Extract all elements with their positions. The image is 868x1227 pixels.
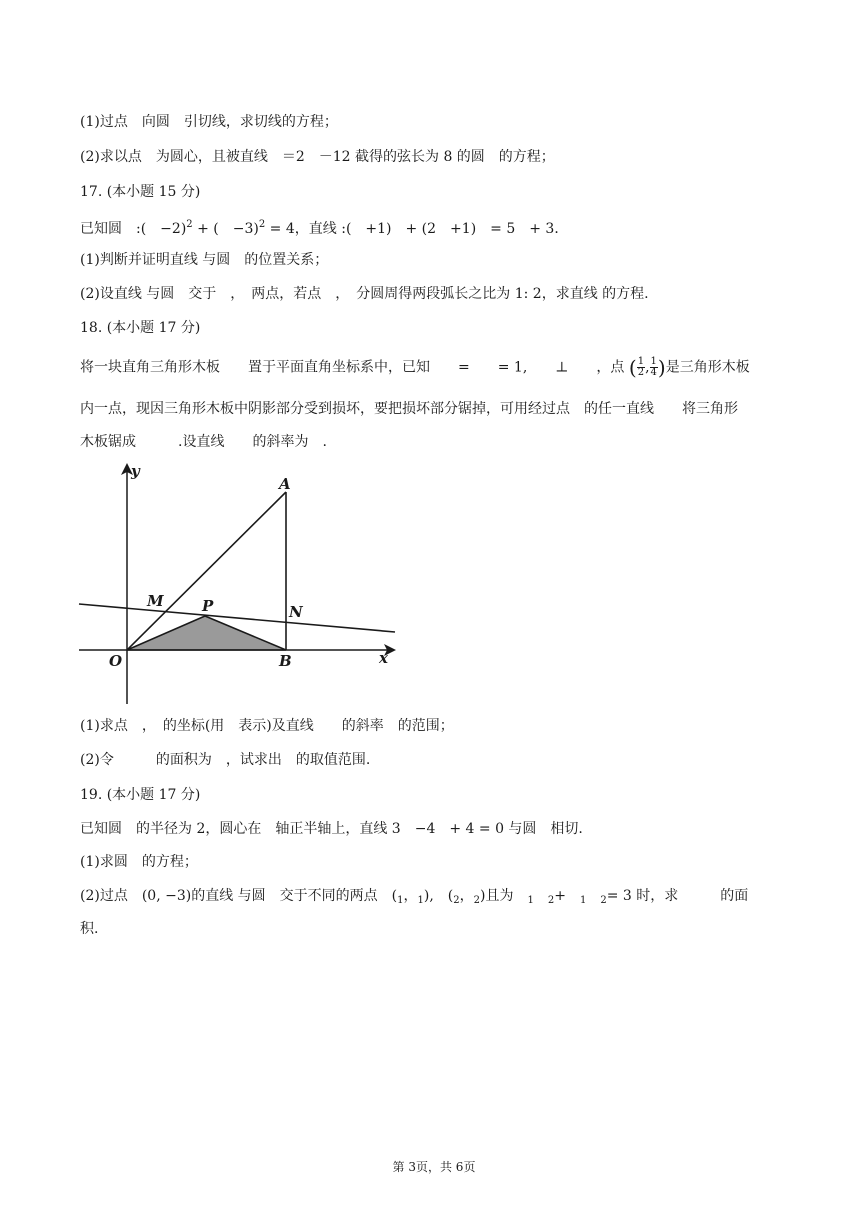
frac-num: 1 <box>650 356 657 367</box>
q18-part2: (2)令 的面积为 ，试求出 的取值范围. <box>80 752 371 768</box>
q18-line1-a: 将一块直角三角形木板 置于平面直角坐标系中，已知 = = 1, ⊥ ，点 <box>80 359 625 376</box>
q19-part2: (2)过点 (0, −3)的直线 与圆 交于不同的两点 ($_1$，$_1$), ($_2$，$_2$)且为 $_1$ $_2$+ $_1$ $_2$= 3 时，求 的面 <box>80 888 749 906</box>
q18-part1: (1)求点 ， 的坐标(用 表示)及直线 的斜率 的范围； <box>80 718 454 734</box>
q16-part2: (2)求以点 为圆心，且被直线 ＝2 －12 截得的弦长为 8 的圆 的方程； <box>80 149 555 165</box>
subscript: 2 <box>473 895 480 906</box>
triangle-figure <box>75 458 400 708</box>
page-footer: 第 3页，共 6页 <box>392 1160 476 1174</box>
q17-part1: (1)判断并证明直线 与圆 的位置关系； <box>80 252 329 268</box>
q17-header: 17. (本小题 15 分) <box>80 184 201 200</box>
q17-stem-a: 已知圆 :( −2) <box>80 221 187 237</box>
fraction-quarter <box>650 357 658 378</box>
frac-num: 1 <box>637 356 645 367</box>
q17-stem-c: = 4，直线 :( +1) + (2 +1) = 5 + 3． <box>265 221 569 237</box>
label-x: x <box>379 649 388 667</box>
q18-line2: 内一点，现因三角形木板中阴影部分受到损坏，要把损坏部分锯掉，可用经过点 的任一直线 将三角形 <box>80 401 738 417</box>
q18-header: 18. (本小题 17 分) <box>80 320 201 336</box>
q16-part1: (1)过点 向圆 引切线，求切线的方程； <box>80 114 338 130</box>
subscript: 2 <box>600 895 607 906</box>
label-B: B <box>279 652 292 670</box>
q19-part2-a: (2)过点 (0, −3)的直线 与圆 交于不同的两点 ( <box>80 888 398 904</box>
label-A: A <box>279 475 291 493</box>
q17-sup1: 2 <box>186 219 193 230</box>
shaded-region <box>127 616 286 650</box>
q19-part2-c: )且为 <box>480 888 514 904</box>
q19-part2-e: = 3 时，求 的面 <box>606 888 749 904</box>
q19-header: 19. (本小题 17 分) <box>80 787 201 803</box>
open-paren: ( <box>628 355 637 380</box>
q17-stem <box>80 215 568 239</box>
label-y: y <box>131 462 140 480</box>
frac-den: 4 <box>650 367 657 378</box>
subscript: 2 <box>453 895 460 906</box>
label-M: M <box>147 592 164 610</box>
label-N: N <box>289 603 303 621</box>
label-P: P <box>202 597 214 615</box>
label-O: O <box>109 652 123 670</box>
q18-line1 <box>80 357 750 378</box>
frac-comma: , <box>645 359 650 376</box>
q17-sup2: 2 <box>258 219 266 230</box>
q19-part2-end: 积. <box>80 921 99 937</box>
q18-line1-b: 是三角形木板 <box>665 359 750 376</box>
q19-part2-d: + <box>554 888 566 904</box>
fraction-half <box>637 357 645 378</box>
frac-den: 2 <box>637 367 645 378</box>
subscript: 1 <box>579 895 587 906</box>
q18-line3: 木板锯成 .设直线 的斜率为 . <box>80 434 327 450</box>
q19-stem: 已知圆 的半径为 2，圆心在 轴正半轴上，直线 3 −4 + 4 = 0 与圆 相切. <box>80 821 583 837</box>
subscript: 2 <box>547 895 555 906</box>
subscript: 1 <box>527 895 534 906</box>
q19-part2-b: ), ( <box>423 888 454 904</box>
q17-stem-b: + ( −3) <box>192 221 259 237</box>
q17-part2: (2)设直线 与圆 交于 ， 两点，若点 ， 分圆周得两段弧长之比为 1: 2，求直线 的方程. <box>80 286 649 302</box>
q19-part1: (1)求圆 的方程； <box>80 854 198 870</box>
subscript: 1 <box>397 895 404 906</box>
close-paren: ) <box>657 355 666 380</box>
subscript: 1 <box>417 895 424 906</box>
